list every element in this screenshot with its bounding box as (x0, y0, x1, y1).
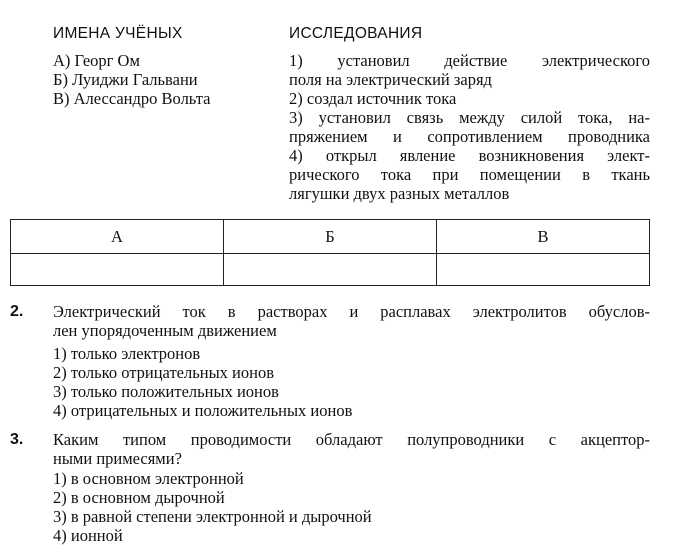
answer-table-input-row (11, 254, 650, 286)
answer-option: 2) только отрицательных ионов (53, 363, 274, 382)
answer-option: 4) ионной (53, 526, 123, 545)
answer-option: 4) отрицательных и положительных ионов (53, 401, 353, 420)
answer-table-header-row (11, 220, 650, 254)
research-line: 1) установил действие электрического (289, 51, 650, 70)
question-text: лен упорядоченным движением (53, 321, 277, 340)
research-header: ИССЛЕДОВАНИЯ (289, 25, 423, 42)
answer-header-b: Б (224, 220, 437, 254)
answer-table (10, 219, 650, 286)
answer-cell-v[interactable] (437, 254, 650, 286)
question-text: Электрический ток в растворах и расплавах электролитов обуслов- (53, 302, 650, 321)
scientist-name: А) Георг Ом (53, 51, 140, 70)
answer-header-a: А (11, 220, 224, 254)
question-text: Каким типом проводимости обладают полупроводники с акцептор- (53, 430, 650, 449)
research-line: пряжением и сопротивлением проводника (289, 127, 650, 146)
answer-option: 1) только электронов (53, 344, 201, 363)
research-line: 3) установил связь между силой тока, на- (289, 108, 650, 127)
question-text: ными примесями? (53, 449, 182, 468)
question-number: 2. (10, 303, 24, 320)
research-line: поля на электрический заряд (289, 70, 492, 89)
answer-header-v: В (437, 220, 650, 254)
question-number: 3. (10, 431, 24, 448)
names-header: ИМЕНА УЧЁНЫХ (53, 25, 183, 42)
research-line: 2) создал источник тока (289, 89, 457, 108)
research-line: 4) открыл явление возникновения элект- (289, 146, 650, 165)
scientist-name: Б) Луиджи Гальвани (53, 70, 198, 89)
answer-cell-b[interactable] (224, 254, 437, 286)
answer-option: 2) в основном дырочной (53, 488, 225, 507)
research-line: лягушки двух разных металлов (289, 184, 510, 203)
answer-cell-a[interactable] (11, 254, 224, 286)
answer-option: 3) только положительных ионов (53, 382, 279, 401)
answer-option: 1) в основном электронной (53, 469, 244, 488)
scientist-name: В) Алессандро Вольта (53, 89, 211, 108)
answer-option: 3) в равной степени электронной и дырочной (53, 507, 372, 526)
research-line: рического тока при помещении в ткань (289, 165, 650, 184)
